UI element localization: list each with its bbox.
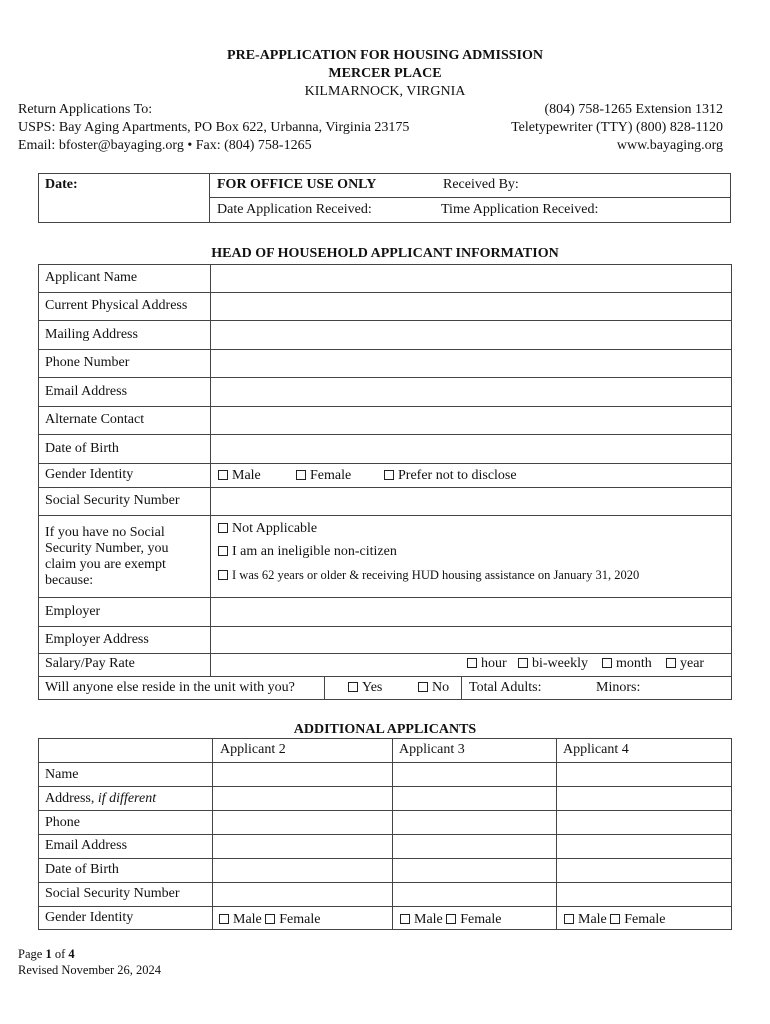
reside-yes-option[interactable]: Yes	[348, 680, 382, 696]
employer-input[interactable]	[211, 598, 731, 626]
ssn-exempt-label: If you have no Social Security Number, you claim you are exempt because:	[45, 525, 169, 588]
office-use-label: FOR OFFICE USE ONLY	[217, 177, 377, 192]
exempt-hud-assistance[interactable]: I was 62 years or older & receiving HUD housing assistance on January 31, 2020	[218, 567, 639, 583]
checkbox-icon[interactable]	[219, 914, 229, 924]
pay-hour-option[interactable]: hour	[467, 656, 507, 672]
add-gender-label: Gender Identity	[45, 910, 134, 925]
property-location: KILMARNOCK, VIRGNIA	[304, 84, 466, 99]
checkbox-icon[interactable]	[602, 658, 612, 668]
gender-female-option[interactable]: Female	[296, 468, 351, 484]
gender-identity-label: Gender Identity	[45, 467, 134, 482]
mailing-address-input[interactable]	[211, 321, 731, 349]
checkbox-icon[interactable]	[384, 470, 394, 480]
head-section-title: HEAD OF HOUSEHOLD APPLICANT INFORMATION	[211, 246, 559, 261]
total-adults-field[interactable]: Total Adults:	[469, 680, 542, 695]
dob-label: Date of Birth	[45, 441, 119, 456]
return-to-label: Return Applications To:	[18, 102, 153, 117]
email-address-input[interactable]	[211, 378, 731, 406]
website-link[interactable]: www.bayaging.org	[616, 138, 723, 153]
reside-no-option[interactable]: No	[418, 680, 449, 696]
checkbox-icon[interactable]	[418, 682, 428, 692]
email-fax: Email: bfoster@bayaging.org • Fax: (804) 758-1265	[18, 138, 312, 153]
gender-undisclosed-option[interactable]: Prefer not to disclose	[384, 468, 517, 484]
reside-question: Will anyone else reside in the unit with you?	[45, 680, 295, 695]
checkbox-icon[interactable]	[348, 682, 358, 692]
office-use-box	[38, 173, 731, 223]
applicant-3-gender-options[interactable]: Male Female	[400, 912, 501, 928]
date-received-field[interactable]: Date Application Received:	[217, 202, 372, 217]
alternate-contact-label: Alternate Contact	[45, 412, 145, 427]
pay-month-option[interactable]: month	[602, 656, 652, 672]
employer-address-input[interactable]	[211, 627, 731, 653]
usps-address: USPS: Bay Aging Apartments, PO Box 622, Urbanna, Virginia 23175	[18, 120, 410, 135]
applicant-name-label: Applicant Name	[45, 270, 138, 285]
checkbox-icon[interactable]	[218, 546, 228, 556]
applicant-name-input[interactable]	[211, 265, 731, 292]
applicant-4-gender-options[interactable]: Male Female	[564, 912, 665, 928]
checkbox-icon[interactable]	[610, 914, 620, 924]
tty-contact: Teletypewriter (TTY) (800) 828-1120	[511, 120, 723, 135]
applicant-2-header: Applicant 2	[220, 742, 286, 757]
phone-contact: (804) 758-1265 Extension 1312	[544, 102, 723, 117]
phone-number-input[interactable]	[211, 350, 731, 377]
property-name: MERCER PLACE	[328, 66, 442, 81]
salary-label: Salary/Pay Rate	[45, 656, 135, 671]
checkbox-icon[interactable]	[218, 470, 228, 480]
pay-biweekly-option[interactable]: bi-weekly	[518, 656, 588, 672]
ssn-label: Social Security Number	[45, 493, 180, 508]
checkbox-icon[interactable]	[564, 914, 574, 924]
physical-address-input[interactable]	[211, 293, 731, 320]
revision-date: Revised November 26, 2024	[18, 963, 162, 977]
checkbox-icon[interactable]	[666, 658, 676, 668]
add-phone-label: Phone	[45, 815, 80, 830]
received-by-field[interactable]: Received By:	[443, 177, 519, 192]
add-address-label: Address, if different	[45, 791, 157, 806]
applicant-3-header: Applicant 3	[399, 742, 465, 757]
add-email-label: Email Address	[45, 838, 128, 853]
email-address-label: Email Address	[45, 384, 128, 399]
additional-section-title: ADDITIONAL APPLICANTS	[293, 722, 477, 737]
ssn-input[interactable]	[211, 488, 731, 515]
applicant-4-header: Applicant 4	[563, 742, 629, 757]
date-label: Date:	[45, 177, 78, 192]
exempt-ineligible-noncitizen[interactable]: I am an ineligible non-citizen	[218, 544, 397, 560]
checkbox-icon[interactable]	[446, 914, 456, 924]
pay-year-option[interactable]: year	[666, 656, 704, 672]
checkbox-icon[interactable]	[265, 914, 275, 924]
physical-address-label: Current Physical Address	[45, 298, 188, 313]
checkbox-icon[interactable]	[400, 914, 410, 924]
phone-number-label: Phone Number	[45, 355, 130, 370]
checkbox-icon[interactable]	[218, 570, 228, 580]
checkbox-icon[interactable]	[296, 470, 306, 480]
gender-male-option[interactable]: Male	[218, 468, 261, 484]
mailing-address-label: Mailing Address	[45, 327, 138, 342]
add-ssn-label: Social Security Number	[45, 886, 180, 901]
minors-field[interactable]: Minors:	[596, 680, 641, 695]
checkbox-icon[interactable]	[467, 658, 477, 668]
page-number: Page 1 of 4	[18, 947, 75, 961]
alternate-contact-input[interactable]	[211, 407, 731, 434]
time-received-field[interactable]: Time Application Received:	[441, 202, 599, 217]
employer-label: Employer	[45, 604, 101, 619]
dob-input[interactable]	[211, 435, 731, 463]
add-name-label: Name	[45, 767, 79, 782]
applicant-2-gender-options[interactable]: Male Female	[219, 912, 320, 928]
checkbox-icon[interactable]	[218, 523, 228, 533]
add-dob-label: Date of Birth	[45, 862, 119, 877]
form-title: PRE-APPLICATION FOR HOUSING ADMISSION	[227, 48, 543, 63]
checkbox-icon[interactable]	[518, 658, 528, 668]
exempt-not-applicable[interactable]: Not Applicable	[218, 521, 317, 537]
employer-address-label: Employer Address	[45, 632, 149, 647]
